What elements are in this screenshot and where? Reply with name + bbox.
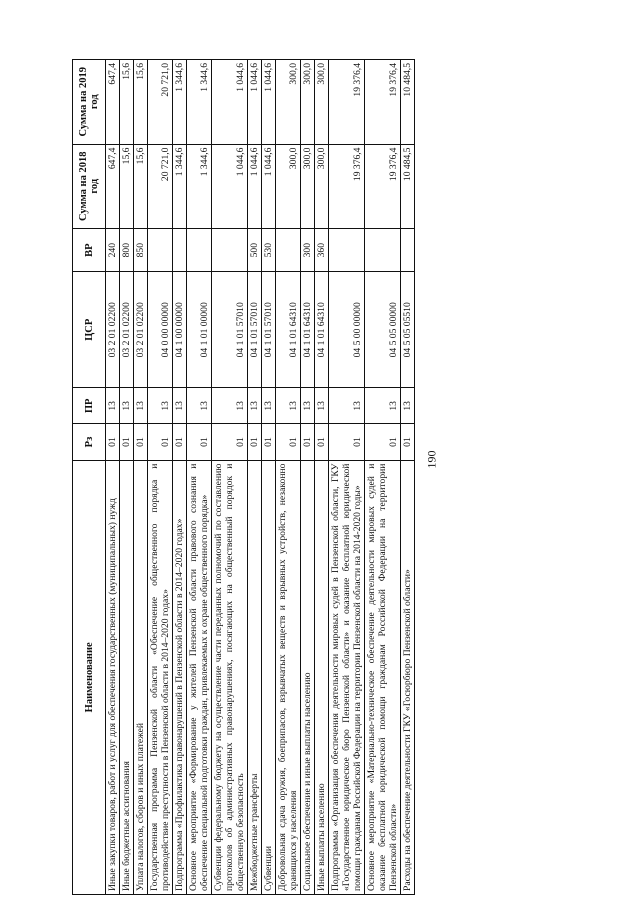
row-name: Основное мероприятие «Материально-техническое обеспечение деятельности мировых судей и оказание бесплатной юридической помощи гражданам Российской Федерации на территории Пензенской области»: [365, 460, 401, 894]
row-sum-2019: 1 044,6: [248, 60, 262, 145]
row-vr: 800: [120, 228, 134, 271]
row-sum-2018: 300,0: [276, 144, 301, 228]
row-vr: 530: [262, 228, 276, 271]
row-name: Иные бюджетные ассигнования: [120, 460, 134, 894]
row-sum-2018: 1 044,6: [212, 144, 248, 228]
row-vr: 240: [106, 228, 120, 271]
row-csr: 04 1 01 64310: [301, 272, 315, 388]
row-name: Уплата налогов, сборов и иных платежей: [134, 460, 148, 894]
row-rz: 01: [120, 424, 134, 460]
row-vr: [365, 228, 401, 271]
row-sum-2019: 15,6: [134, 60, 148, 145]
row-vr: [329, 228, 365, 271]
row-pr: 13: [173, 388, 187, 424]
row-vr: [212, 228, 248, 271]
table-row: [148, 60, 173, 895]
row-rz: 01: [276, 424, 301, 460]
row-vr: [187, 228, 212, 271]
table-row: [120, 60, 134, 895]
row-pr: 13: [315, 388, 329, 424]
table-row: [187, 60, 212, 895]
row-pr: 13: [148, 388, 173, 424]
row-csr: 04 5 00 00000: [329, 272, 365, 388]
row-name: Расходы на обеспечение деятельности ГКУ «Госюрбюро Пензенской области»: [401, 460, 415, 894]
row-sum-2018: 19 376,4: [365, 144, 401, 228]
row-vr: [148, 228, 173, 271]
row-name: Субвенции: [262, 460, 276, 894]
row-csr: 03 2 01 02200: [134, 272, 148, 388]
header-csr: ЦСР: [73, 272, 106, 388]
row-sum-2018: 10 484,5: [401, 144, 415, 228]
table-row: [173, 60, 187, 895]
row-rz: 01: [329, 424, 365, 460]
row-pr: 13: [212, 388, 248, 424]
budget-table: [72, 59, 415, 895]
row-pr: 13: [187, 388, 212, 424]
row-csr: 04 1 01 00000: [187, 272, 212, 388]
row-sum-2019: 300,0: [276, 60, 301, 145]
table-row: [401, 60, 415, 895]
row-sum-2018: 15,6: [120, 144, 134, 228]
row-vr: 850: [134, 228, 148, 271]
row-rz: 01: [134, 424, 148, 460]
header-name: Наименование: [73, 460, 106, 894]
row-pr: 13: [365, 388, 401, 424]
row-name: Подпрограмма «Организация обеспечения деятельности мировых судей в Пензенской области, ГКУ «Государственное юридическое бюро Пензенской области» и оказание бесплатной юридической помощи гражданам Российской Федерации на территории Пензенской области на 2014-2020 годы»: [329, 460, 365, 894]
row-sum-2018: 20 721,0: [148, 144, 173, 228]
row-sum-2019: 15,6: [120, 60, 134, 145]
row-vr: 300: [301, 228, 315, 271]
row-sum-2018: 1 344,6: [173, 144, 187, 228]
row-sum-2018: 1 044,6: [262, 144, 276, 228]
table-row: [365, 60, 401, 895]
row-rz: 01: [148, 424, 173, 460]
row-vr: 500: [248, 228, 262, 271]
row-rz: 01: [106, 424, 120, 460]
row-rz: 01: [187, 424, 212, 460]
table-body: [106, 60, 415, 895]
page-number: 190: [424, 450, 439, 469]
row-sum-2019: 1 044,6: [262, 60, 276, 145]
table-row: [106, 60, 120, 895]
row-csr: 03 2 01 02200: [106, 272, 120, 388]
row-name: Субвенции федеральному бюджету на осуществление части переданных полномочий по составлению протоколов об административных правонарушениях, посягающих на общественный порядок и общественную безопасность: [212, 460, 248, 894]
row-sum-2019: 19 376,4: [329, 60, 365, 145]
row-rz: 01: [248, 424, 262, 460]
row-csr: 04 1 01 57010: [212, 272, 248, 388]
table-header-row: [73, 60, 106, 895]
table-row: [212, 60, 248, 895]
row-rz: 01: [365, 424, 401, 460]
row-sum-2018: 15,6: [134, 144, 148, 228]
row-pr: 13: [262, 388, 276, 424]
row-sum-2019: 10 484,5: [401, 60, 415, 145]
header-sum-2018: Сумма на 2018 год: [73, 144, 106, 228]
row-sum-2018: 19 376,4: [329, 144, 365, 228]
row-rz: 01: [315, 424, 329, 460]
table-row: [134, 60, 148, 895]
table-row: [329, 60, 365, 895]
row-name: Иные закупки товаров, работ и услуг для обеспечения государственных (муниципальных) нужд: [106, 460, 120, 894]
row-rz: 01: [173, 424, 187, 460]
row-name: Подпрограмма «Профилактика правонарушений в Пензенской области в 2014–2020 годах»: [173, 460, 187, 894]
header-pr: ПР: [73, 388, 106, 424]
row-csr: 04 1 01 64310: [315, 272, 329, 388]
row-name: Межбюджетные трансферты: [248, 460, 262, 894]
row-vr: [173, 228, 187, 271]
table-row: [315, 60, 329, 895]
row-sum-2018: 1 344,6: [187, 144, 212, 228]
row-pr: 13: [276, 388, 301, 424]
row-vr: 360: [315, 228, 329, 271]
row-sum-2019: 1 344,6: [173, 60, 187, 145]
rotated-page-content: [72, 59, 572, 895]
row-sum-2019: 20 721,0: [148, 60, 173, 145]
table-row: [276, 60, 301, 895]
row-rz: 01: [262, 424, 276, 460]
row-pr: 13: [134, 388, 148, 424]
row-csr: 04 1 01 57010: [248, 272, 262, 388]
row-pr: 13: [401, 388, 415, 424]
row-csr: 04 0 00 00000: [148, 272, 173, 388]
row-sum-2019: 1 344,6: [187, 60, 212, 145]
row-rz: 01: [301, 424, 315, 460]
row-sum-2019: 1 044,6: [212, 60, 248, 145]
header-rz: Рз: [73, 424, 106, 460]
header-vr: ВР: [73, 228, 106, 271]
row-csr: 04 1 01 64310: [276, 272, 301, 388]
row-csr: 04 5 05 00000: [365, 272, 401, 388]
table-row: [248, 60, 262, 895]
row-pr: 13: [248, 388, 262, 424]
row-name: Основное мероприятие «Формирование у жителей Пензенской области правового сознания и обеспечение специальной подготовки граждан, привлекаемых к охране общественного порядка»: [187, 460, 212, 894]
row-name: Добровольная сдача оружия, боеприпасов, взрывчатых веществ и взрывных устройств, незаконно хранящихся у населения: [276, 460, 301, 894]
row-csr: 04 1 00 00000: [173, 272, 187, 388]
row-csr: 04 1 01 57010: [262, 272, 276, 388]
row-pr: 13: [301, 388, 315, 424]
row-sum-2018: 1 044,6: [248, 144, 262, 228]
row-name: Иные выплаты населению: [315, 460, 329, 894]
row-sum-2018: 647,4: [106, 144, 120, 228]
row-csr: 03 2 01 02200: [120, 272, 134, 388]
row-pr: 13: [329, 388, 365, 424]
row-csr: 04 5 05 05510: [401, 272, 415, 388]
row-pr: 13: [106, 388, 120, 424]
row-name: Государственная программа Пензенской области «Обеспечение общественного порядка и противодействие преступности в Пензенской области в 2014–2020 годах»: [148, 460, 173, 894]
row-sum-2019: 300,0: [315, 60, 329, 145]
row-rz: 01: [212, 424, 248, 460]
row-name: Социальное обеспечение и иные выплаты населению: [301, 460, 315, 894]
row-vr: [276, 228, 301, 271]
row-sum-2019: 647,4: [106, 60, 120, 145]
row-vr: [401, 228, 415, 271]
table-row: [301, 60, 315, 895]
row-sum-2018: 300,0: [315, 144, 329, 228]
table-row: [262, 60, 276, 895]
row-sum-2019: 19 376,4: [365, 60, 401, 145]
row-pr: 13: [120, 388, 134, 424]
header-sum-2019: Сумма на 2019 год: [73, 60, 106, 145]
row-sum-2018: 300,0: [301, 144, 315, 228]
row-sum-2019: 300,0: [301, 60, 315, 145]
row-rz: 01: [401, 424, 415, 460]
